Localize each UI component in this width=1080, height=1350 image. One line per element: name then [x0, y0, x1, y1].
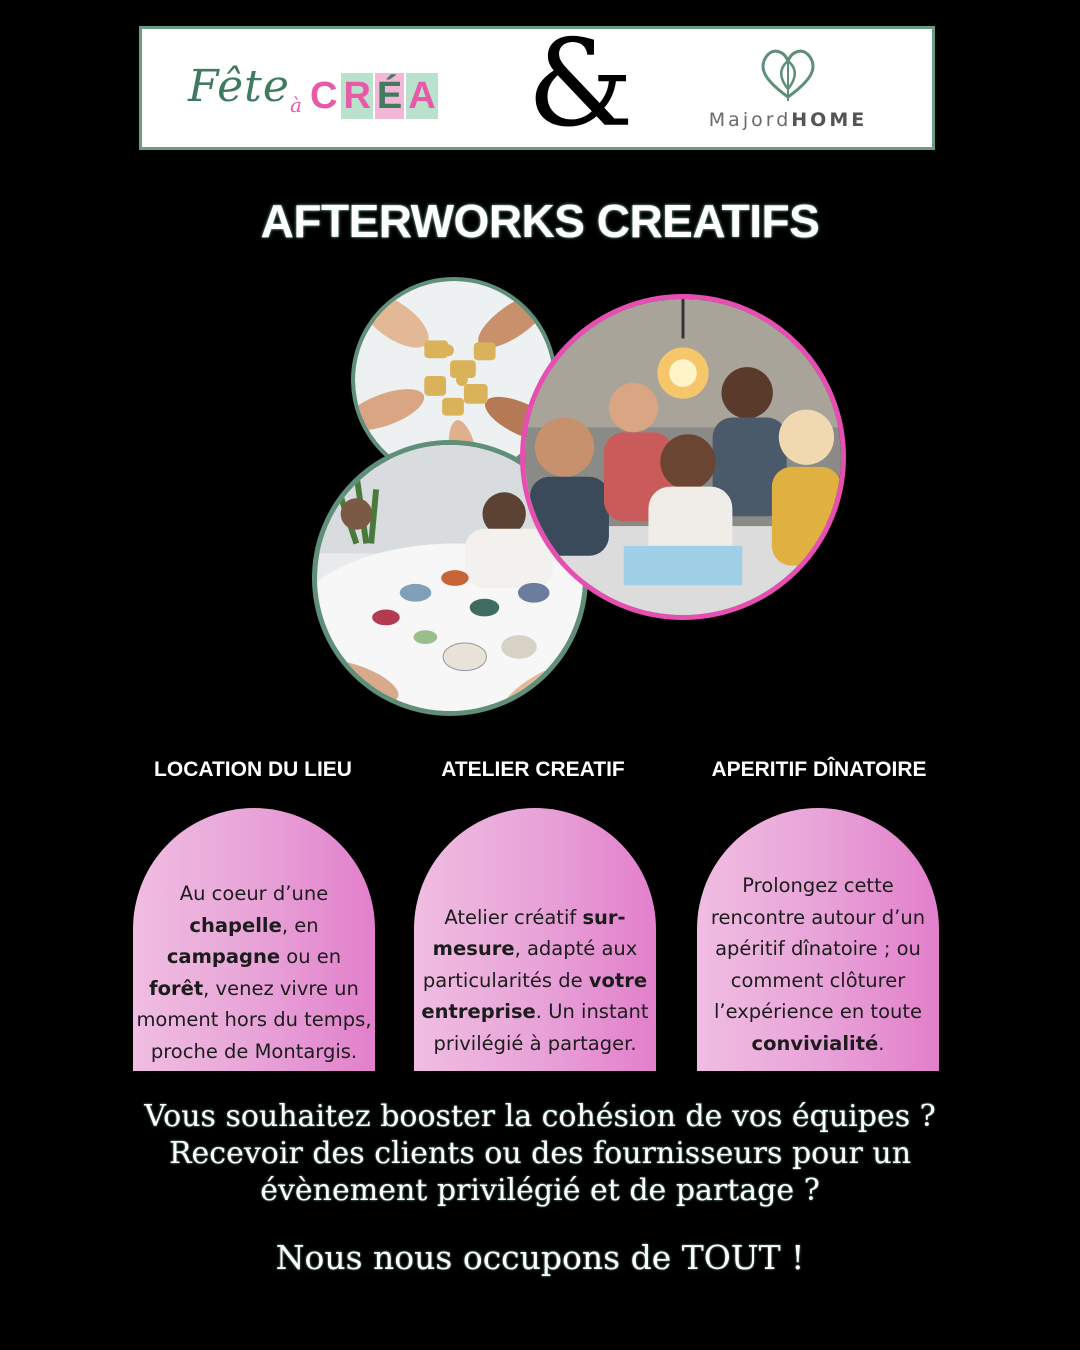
bold-span: chapelle	[189, 913, 282, 937]
call-to-action	[0, 1098, 1080, 1209]
bold-span: forêt	[149, 976, 204, 1000]
text-span: .	[878, 1031, 885, 1055]
text-span: Au coeur d’une	[179, 882, 329, 905]
cta-line: évènement privilégié et de partage ?	[260, 1173, 820, 1208]
crea-letter: A	[408, 75, 436, 117]
crea-letters	[308, 73, 440, 123]
aperitif-card	[697, 808, 939, 1071]
majord-light: Majord	[708, 109, 792, 131]
majord-bold: HOME	[791, 109, 868, 131]
text-span: , adapté aux particularités de	[422, 937, 638, 992]
cta-line: Vous souhaitez booster la cohésion de vos équipes ?	[144, 1099, 936, 1134]
text-span: . Un instant privilégié à partager.	[433, 1000, 649, 1055]
column-title-location: LOCATION DU LIEU	[154, 758, 352, 781]
heart-leaf-icon	[752, 43, 824, 103]
atelier-card	[414, 808, 656, 1071]
bold-span: campagne	[166, 945, 281, 968]
cta-line: Recevoir des clients ou des fournisseurs pour un	[168, 1136, 912, 1171]
fete-a: à	[290, 93, 302, 117]
bold-span: sur-mesure	[432, 905, 626, 960]
crea-letter: R	[343, 75, 371, 117]
text-span: ou en	[280, 945, 342, 968]
crea-letter: C	[310, 75, 338, 117]
fete-a-crea-logo	[188, 57, 478, 127]
fete-word: Fête	[188, 61, 290, 112]
location-text	[133, 878, 375, 1071]
page-title: AFTERWORKS CREATIFS	[260, 195, 820, 247]
column-title-aperitif: APERITIF DÎNATOIRE	[711, 758, 927, 781]
text-span: , en	[281, 913, 319, 937]
closing-line: Nous nous occupons de TOUT !	[275, 1238, 805, 1277]
text-span: Prolongez cette rencontre autour d’un apéritif dînatoire ; ou comment clôturer l’expérience en toute	[710, 874, 926, 1023]
text-span: Atelier créatif	[444, 905, 583, 929]
bold-span: convivialité	[751, 1031, 879, 1055]
aperitif-text	[697, 870, 939, 1071]
majordhome-wordmark	[698, 109, 878, 131]
atelier-text	[414, 902, 656, 1072]
team-smiling-photo	[520, 294, 846, 620]
column-title-atelier: ATELIER CREATIF	[441, 758, 625, 781]
majordhome-logo	[698, 43, 878, 139]
ampersand: &	[527, 15, 634, 154]
bold-span: votre entreprise	[421, 968, 648, 1023]
location-card	[133, 808, 375, 1071]
logo-banner	[139, 15, 935, 154]
crea-letter: É	[376, 75, 403, 117]
text-span: , venez vivre un moment hors du temps, proche de Montargis.	[136, 976, 372, 1063]
